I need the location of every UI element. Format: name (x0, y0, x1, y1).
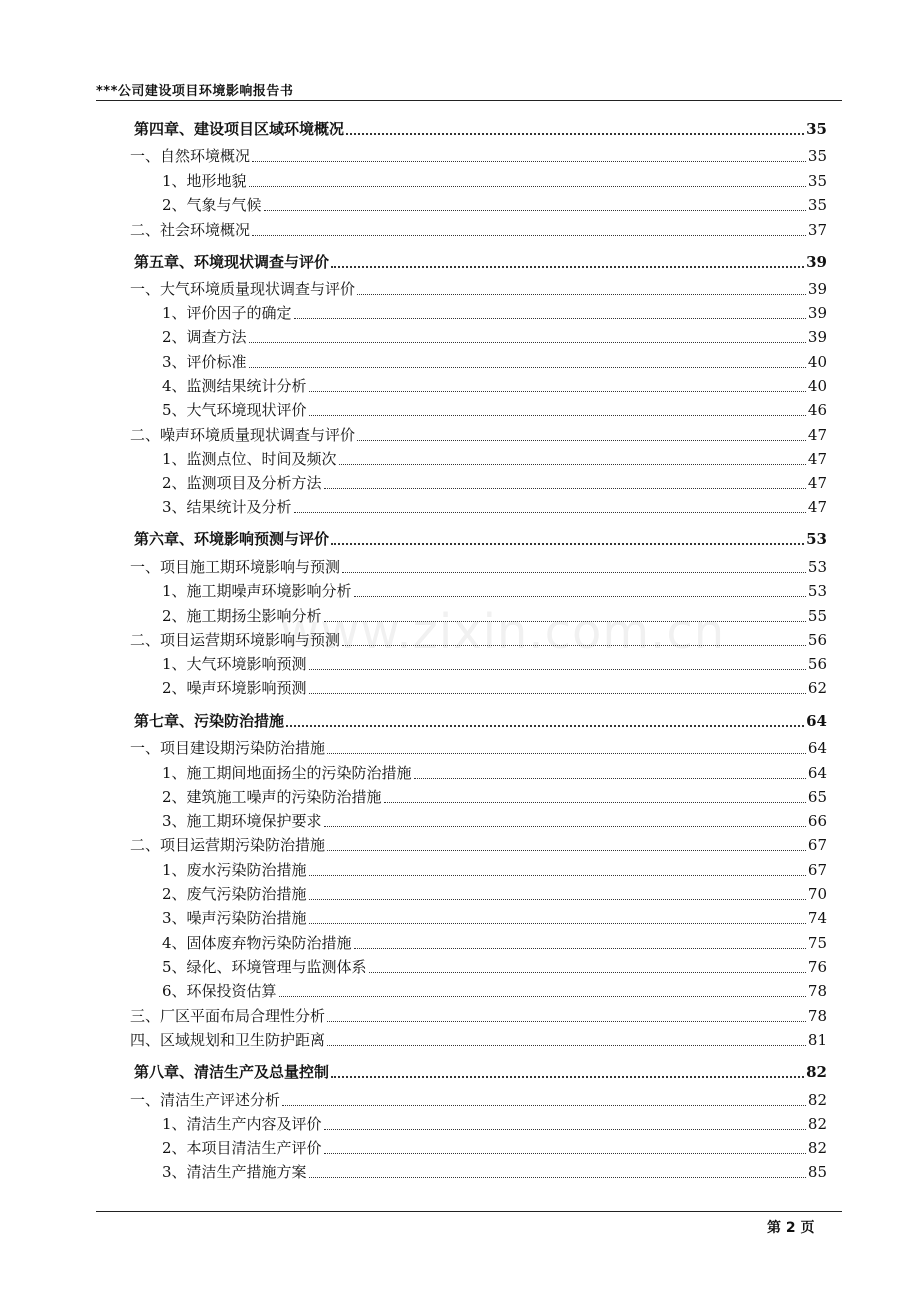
toc-dot-leader (331, 543, 804, 545)
toc-subsection-entry[interactable] (162, 348, 827, 372)
toc-page-number: 82 (806, 1063, 827, 1081)
toc-page-number: 47 (807, 498, 827, 516)
toc-subsection-entry[interactable] (162, 783, 827, 807)
toc-entry-title: 1、监测点位、时间及频次 (162, 450, 337, 468)
toc-page-number: 53 (806, 530, 827, 548)
toc-entry-title: 第五章、环境现状调查与评价 (134, 253, 330, 271)
toc-dot-leader (331, 266, 804, 268)
toc-entry-title: 5、绿化、环境管理与监测体系 (162, 958, 367, 976)
toc-dot-leader (324, 826, 806, 827)
toc-entry-title: 6、环保投资估算 (162, 982, 277, 1000)
toc-entry-title: 1、施工期间地面扬尘的污染防治措施 (162, 764, 412, 782)
toc-entry-title: 二、社会环境概况 (130, 221, 251, 239)
toc-dot-leader (324, 621, 806, 622)
toc-section-entry[interactable] (130, 553, 827, 577)
toc-section-entry[interactable] (130, 626, 827, 650)
toc-dot-leader (249, 367, 806, 368)
toc-entry-title: 一、大气环境质量现状调查与评价 (130, 280, 356, 298)
toc-subsection-entry[interactable] (162, 953, 827, 977)
toc-dot-leader (354, 948, 806, 949)
toc-page-number: 75 (807, 934, 827, 952)
toc-dot-leader (309, 1177, 806, 1178)
toc-dot-leader (309, 669, 806, 670)
toc-subsection-entry[interactable] (162, 469, 827, 493)
toc-page-number: 35 (807, 172, 827, 190)
toc-dot-leader (331, 1076, 804, 1078)
toc-entry-title: 2、本项目清洁生产评价 (162, 1139, 322, 1157)
toc-section-entry[interactable] (130, 421, 827, 445)
toc-entry-title: 1、清洁生产内容及评价 (162, 1115, 322, 1133)
toc-entry-title: 3、结果统计及分析 (162, 498, 292, 516)
toc-chapter-entry[interactable] (134, 1058, 827, 1082)
toc-entry-title: 二、项目运营期环境影响与预测 (130, 631, 341, 649)
toc-subsection-entry[interactable] (162, 372, 827, 396)
toc-page-number: 47 (807, 426, 827, 444)
toc-subsection-entry[interactable] (162, 1110, 827, 1134)
toc-dot-leader (327, 850, 806, 851)
toc-dot-leader (309, 415, 806, 416)
toc-page-number: 56 (807, 631, 827, 649)
toc-page-number: 53 (807, 558, 827, 576)
toc-subsection-entry[interactable] (162, 577, 827, 601)
toc-dot-leader (309, 899, 806, 900)
toc-dot-leader (414, 778, 806, 779)
toc-subsection-entry[interactable] (162, 856, 827, 880)
toc-page-number: 56 (807, 655, 827, 673)
toc-subsection-entry[interactable] (162, 650, 827, 674)
toc-entry-title: 4、监测结果统计分析 (162, 377, 307, 395)
toc-entry-title: 1、评价因子的确定 (162, 304, 292, 322)
toc-entry-title: 2、调查方法 (162, 328, 247, 346)
toc-dot-leader (384, 802, 806, 803)
toc-page-number: 55 (807, 607, 827, 625)
toc-entry-title: 1、废水污染防治措施 (162, 861, 307, 879)
document-header-title: ***公司建设项目环境影响报告书 (96, 84, 294, 99)
toc-entry-title: 2、施工期扬尘影响分析 (162, 607, 322, 625)
toc-entry-title: 2、监测项目及分析方法 (162, 474, 322, 492)
toc-dot-leader (279, 996, 806, 997)
toc-dot-leader (294, 512, 806, 513)
toc-dot-leader (309, 923, 806, 924)
toc-dot-leader (369, 972, 806, 973)
toc-dot-leader (357, 294, 806, 295)
toc-subsection-entry[interactable] (162, 807, 827, 831)
toc-entry-title: 5、大气环境现状评价 (162, 401, 307, 419)
toc-page-number: 82 (807, 1091, 827, 1109)
toc-section-entry[interactable] (130, 1002, 827, 1026)
toc-dot-leader (327, 753, 806, 754)
toc-entry-title: 2、建筑施工噪声的污染防治措施 (162, 788, 382, 806)
toc-entry-title: 一、自然环境概况 (130, 147, 251, 165)
toc-subsection-entry[interactable] (162, 493, 827, 517)
toc-dot-leader (324, 1153, 806, 1154)
toc-subsection-entry[interactable] (162, 445, 827, 469)
toc-page-number: 78 (807, 982, 827, 1000)
toc-page-number: 82 (807, 1115, 827, 1133)
toc-page-number: 35 (806, 120, 827, 138)
toc-page-number: 81 (807, 1031, 827, 1049)
toc-page-number: 65 (807, 788, 827, 806)
toc-entry-title: 2、气象与气候 (162, 196, 262, 214)
toc-chapter-entry[interactable] (134, 248, 827, 272)
toc-subsection-entry[interactable] (162, 929, 827, 953)
toc-page-number: 67 (807, 861, 827, 879)
toc-subsection-entry[interactable] (162, 759, 827, 783)
toc-entry-title: 1、大气环境影响预测 (162, 655, 307, 673)
toc-page-number: 39 (807, 328, 827, 346)
toc-page-number: 35 (807, 196, 827, 214)
toc-page-number: 53 (807, 582, 827, 600)
toc-dot-leader (324, 488, 806, 489)
page-number: 第 2 页 (767, 1220, 815, 1236)
toc-page-number: 74 (807, 909, 827, 927)
toc-dot-leader (324, 1129, 806, 1130)
toc-entry-title: 2、废气污染防治措施 (162, 885, 307, 903)
toc-entry-title: 二、噪声环境质量现状调查与评价 (130, 426, 356, 444)
toc-subsection-entry[interactable] (162, 396, 827, 420)
toc-section-entry[interactable] (130, 142, 827, 166)
toc-dot-leader (309, 693, 806, 694)
toc-dot-leader (346, 133, 804, 135)
toc-page-number: 35 (807, 147, 827, 165)
toc-dot-leader (294, 318, 806, 319)
toc-chapter-entry[interactable] (134, 525, 827, 549)
toc-entry-title: 一、项目施工期环境影响与预测 (130, 558, 341, 576)
toc-entry-title: 2、噪声环境影响预测 (162, 679, 307, 697)
toc-page-number: 64 (807, 739, 827, 757)
toc-section-entry[interactable] (130, 1026, 827, 1050)
toc-dot-leader (342, 645, 806, 646)
toc-subsection-entry[interactable] (162, 299, 827, 323)
toc-entry-title: 1、施工期噪声环境影响分析 (162, 582, 352, 600)
toc-subsection-entry[interactable] (162, 674, 827, 698)
toc-page-number: 40 (807, 353, 827, 371)
toc-section-entry[interactable] (130, 216, 827, 240)
header-rule (96, 100, 842, 101)
toc-entry-title: 第七章、污染防治措施 (134, 712, 285, 730)
toc-dot-leader (252, 161, 806, 162)
toc-page-number: 67 (807, 836, 827, 854)
toc-entry-title: 3、施工期环境保护要求 (162, 812, 322, 830)
toc-entry-title: 3、评价标准 (162, 353, 247, 371)
toc-subsection-entry[interactable] (162, 323, 827, 347)
toc-entry-title: 二、项目运营期污染防治措施 (130, 836, 326, 854)
toc-dot-leader (327, 1045, 806, 1046)
toc-entry-title: 一、项目建设期污染防治措施 (130, 739, 326, 757)
toc-dot-leader (342, 572, 806, 573)
toc-page-number: 47 (807, 474, 827, 492)
toc-dot-leader (282, 1105, 806, 1106)
toc-subsection-entry[interactable] (162, 880, 827, 904)
toc-entry-title: 4、固体废弃物污染防治措施 (162, 934, 352, 952)
toc-chapter-entry[interactable] (134, 115, 827, 139)
toc-entry-title: 3、清洁生产措施方案 (162, 1163, 307, 1181)
toc-dot-leader (309, 391, 806, 392)
toc-page-number: 85 (807, 1163, 827, 1181)
toc-page-number: 70 (807, 885, 827, 903)
toc-dot-leader (252, 235, 806, 236)
toc-page-number: 82 (807, 1139, 827, 1157)
toc-page-number: 76 (807, 958, 827, 976)
toc-page-number: 37 (807, 221, 827, 239)
toc-dot-leader (354, 596, 806, 597)
toc-page-number: 39 (807, 280, 827, 298)
toc-entry-title: 第六章、环境影响预测与评价 (134, 530, 330, 548)
toc-dot-leader (249, 186, 806, 187)
toc-entry-title: 四、区域规划和卫生防护距离 (130, 1031, 326, 1049)
toc-subsection-entry[interactable] (162, 1158, 827, 1182)
toc-page-number: 64 (806, 712, 827, 730)
toc-dot-leader (264, 210, 806, 211)
toc-dot-leader (286, 725, 804, 727)
toc-entry-title: 三、厂区平面布局合理性分析 (130, 1007, 326, 1025)
toc-subsection-entry[interactable] (162, 904, 827, 928)
toc-page-number: 47 (807, 450, 827, 468)
toc-subsection-entry[interactable] (162, 977, 827, 1001)
footer-rule (96, 1211, 842, 1212)
toc-page-number: 78 (807, 1007, 827, 1025)
toc-page-number: 40 (807, 377, 827, 395)
toc-entry-title: 第八章、清洁生产及总量控制 (134, 1063, 330, 1081)
toc-subsection-entry[interactable] (162, 1134, 827, 1158)
toc-page-number: 64 (807, 764, 827, 782)
toc-entry-title: 1、地形地貌 (162, 172, 247, 190)
toc-page-number: 66 (807, 812, 827, 830)
toc-dot-leader (249, 342, 806, 343)
toc-dot-leader (309, 875, 806, 876)
watermark: www.zixin.com.cn (280, 604, 726, 660)
toc-dot-leader (357, 440, 806, 441)
toc-page-number: 46 (807, 401, 827, 419)
toc-page-number: 39 (806, 253, 827, 271)
toc-entry-title: 3、噪声污染防治措施 (162, 909, 307, 927)
toc-section-entry[interactable] (130, 734, 827, 758)
toc-chapter-entry[interactable] (134, 707, 827, 731)
toc-entry-title: 一、清洁生产评述分析 (130, 1091, 281, 1109)
toc-section-entry[interactable] (130, 1086, 827, 1110)
toc-dot-leader (339, 464, 806, 465)
toc-section-entry[interactable] (130, 831, 827, 855)
toc-section-entry[interactable] (130, 275, 827, 299)
toc-page-number: 39 (807, 304, 827, 322)
toc-subsection-entry[interactable] (162, 167, 827, 191)
toc-dot-leader (327, 1021, 806, 1022)
toc-subsection-entry[interactable] (162, 602, 827, 626)
toc-page-number: 62 (807, 679, 827, 697)
toc-subsection-entry[interactable] (162, 191, 827, 215)
toc-entry-title: 第四章、建设项目区域环境概况 (134, 120, 345, 138)
